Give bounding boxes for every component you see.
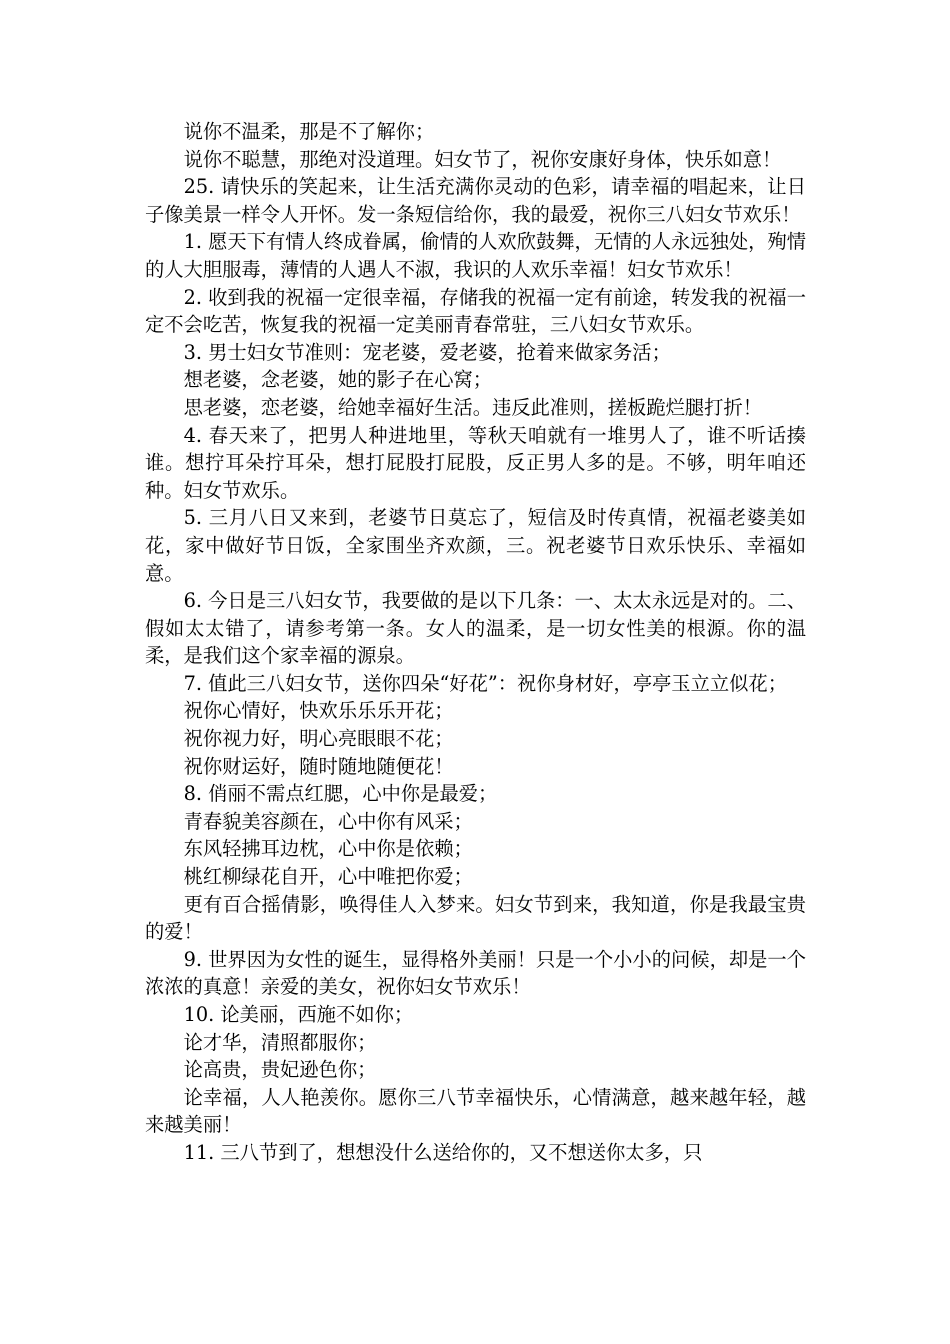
paragraph: 论高贵，贵妃逊色你； bbox=[183, 1058, 377, 1082]
paragraph: 祝你心情好，快欢乐乐乐开花； bbox=[183, 699, 454, 723]
paragraph: 思老婆，恋老婆，给她幸福好生活。违反此准则，搓板跪烂腿打折！ bbox=[183, 395, 763, 419]
paragraph: 5. 三月八日又来到，老婆节日莫忘了，短信及时传真情，祝福老婆美如花，家中做好节日饭，全家围坐齐欢颜，三。祝老婆节日欢乐快乐、幸福如意。 bbox=[145, 506, 806, 585]
document-body bbox=[145, 118, 806, 1167]
paragraph: 2. 收到我的祝福一定很幸福，存储我的祝福一定有前途，转发我的祝福一定不会吃苦，恢复我的祝福一定美丽青春常驻，三八妇女节欢乐。 bbox=[145, 285, 806, 337]
paragraph: 8. 俏丽不需点红腮，心中你是最爱； bbox=[183, 782, 498, 806]
paragraph: 桃红柳绿花自开，心中唯把你爱； bbox=[183, 865, 473, 889]
paragraph: 论才华，清照都服你； bbox=[183, 1030, 377, 1054]
paragraph: 11. 三八节到了，想想没什么送给你的，又不想送你太多，只 bbox=[183, 1140, 703, 1164]
paragraph: 25. 请快乐的笑起来，让生活充满你灵动的色彩，请幸福的唱起来，让日子像美景一样令人开怀。发一条短信给你，我的最爱，祝你三八妇女节欢乐！ bbox=[145, 175, 806, 226]
paragraph: 论幸福，人人艳羡你。愿你三八节幸福快乐，心情满意，越来越年轻，越来越美丽！ bbox=[145, 1085, 806, 1137]
paragraph: 3. 男士妇女节准则：宠老婆，爱老婆，抢着来做家务活； bbox=[183, 340, 671, 364]
paragraph: 祝你视力好，明心亮眼眼不花； bbox=[183, 727, 454, 751]
paragraph: 10. 论美丽，西施不如你； bbox=[183, 1003, 414, 1026]
paragraph: 东风轻拂耳边枕，心中你是依赖； bbox=[183, 837, 473, 861]
paragraph: 说你不聪慧，那绝对没道理。妇女节了，祝你安康好身体，快乐如意！ bbox=[183, 147, 782, 171]
paragraph: 祝你财运好，随时随地随便花！ bbox=[183, 754, 454, 778]
paragraph: 青春貌美容颜在，心中你有风采； bbox=[183, 809, 473, 833]
paragraph: 1. 愿天下有情人终成眷属，偷情的人欢欣鼓舞，无情的人永远独处，殉情的人大胆服毒，薄情的人遇人不淑，我识的人欢乐幸福！妇女节欢乐！ bbox=[145, 230, 806, 281]
paragraph: 4. 春天来了，把男人种进地里，等秋天咱就有一堆男人了，谁不听话揍谁。想拧耳朵拧耳朵，想打屁股打屁股，反正男人多的是。不够，明年咱还种。妇女节欢乐。 bbox=[145, 423, 806, 502]
paragraph: 7. 值此三八妇女节，送你四朵“好花”：祝你身材好，亭亭玉立立似花； bbox=[183, 671, 787, 695]
paragraph: 说你不温柔，那是不了解你； bbox=[183, 120, 435, 143]
paragraph: 6. 今日是三八妇女节，我要做的是以下几条：一、太太永远是对的。二、假如太太错了，请参考第一条。女人的温柔，是一切女性美的根源。你的温柔，是我们这个家幸福的源泉。 bbox=[145, 589, 806, 668]
paragraph: 9. 世界因为女性的诞生，显得格外美丽！只是一个小小的问候，却是一个浓浓的真意！亲爱的美女，祝你妇女节欢乐！ bbox=[145, 947, 806, 999]
paragraph: 想老婆，念老婆，她的影子在心窝； bbox=[183, 368, 493, 392]
paragraph: 更有百合摇倩影，唤得佳人入梦来。妇女节到来，我知道，你是我最宝贵的爱！ bbox=[145, 892, 806, 944]
